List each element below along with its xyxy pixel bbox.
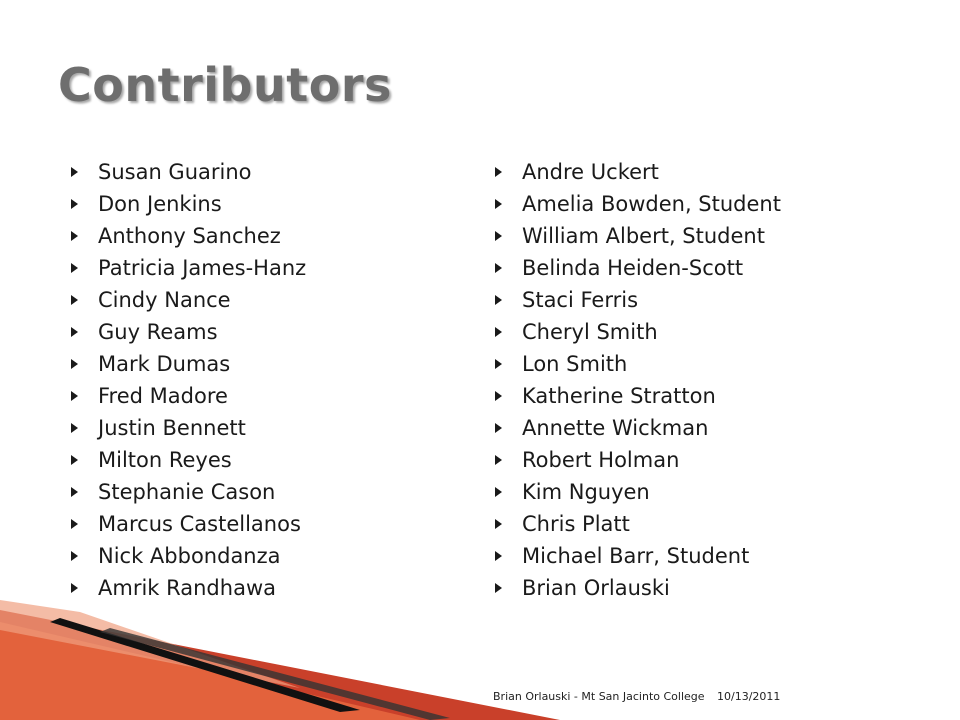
triangle-right-icon: [495, 263, 502, 273]
list-item: [68, 540, 306, 572]
list-item: [68, 156, 306, 188]
list-item: [68, 284, 306, 316]
triangle-right-icon: [71, 231, 78, 241]
contributor-name: Cheryl Smith: [522, 320, 658, 344]
triangle-right-icon: [71, 327, 78, 337]
list-item: [68, 380, 306, 412]
list-item: [68, 444, 306, 476]
contributor-name: Mark Dumas: [98, 352, 231, 376]
contributor-name: Staci Ferris: [522, 288, 639, 312]
contributor-name: Katherine Stratton: [522, 384, 716, 408]
contributor-name: Michael Barr, Student: [522, 544, 750, 568]
contributor-name: Milton Reyes: [98, 448, 232, 472]
contributor-name: Amelia Bowden, Student: [522, 192, 781, 216]
triangle-right-icon: [495, 551, 502, 561]
list-item: [492, 252, 781, 284]
list-item: [492, 508, 781, 540]
triangle-right-icon: [495, 391, 502, 401]
list-item: [492, 188, 781, 220]
contributor-name: Robert Holman: [522, 448, 680, 472]
triangle-right-icon: [71, 551, 78, 561]
contributor-name: Marcus Castellanos: [98, 512, 301, 536]
contributor-name: Amrik Randhawa: [98, 576, 276, 600]
triangle-right-icon: [495, 455, 502, 465]
list-item: [492, 348, 781, 380]
contributor-name: Fred Madore: [98, 384, 228, 408]
list-item: [68, 316, 306, 348]
contributor-name: Justin Bennett: [98, 416, 246, 440]
list-item: [492, 412, 781, 444]
list-item: [68, 508, 306, 540]
triangle-right-icon: [71, 519, 78, 529]
contributor-name: Stephanie Cason: [98, 480, 276, 504]
contributor-name: Patricia James-Hanz: [98, 256, 307, 280]
contributor-name: Andre Uckert: [522, 160, 659, 184]
list-item: [492, 476, 781, 508]
footer-date: 10/13/2011: [717, 690, 781, 703]
triangle-right-icon: [495, 583, 502, 593]
contributor-name: Susan Guarino: [98, 160, 252, 184]
triangle-right-icon: [495, 231, 502, 241]
contributor-name: Guy Reams: [98, 320, 218, 344]
list-item: [68, 220, 306, 252]
triangle-right-icon: [71, 359, 78, 369]
triangle-right-icon: [495, 295, 502, 305]
list-item: [492, 380, 781, 412]
triangle-right-icon: [495, 519, 502, 529]
triangle-right-icon: [495, 327, 502, 337]
contributor-name: Anthony Sanchez: [98, 224, 281, 248]
list-item: [492, 572, 781, 604]
triangle-right-icon: [71, 487, 78, 497]
triangle-right-icon: [71, 167, 78, 177]
contributor-name: Chris Platt: [522, 512, 630, 536]
list-item: [492, 284, 781, 316]
list-item: [492, 540, 781, 572]
triangle-right-icon: [495, 359, 502, 369]
triangle-right-icon: [71, 423, 78, 433]
list-item: [68, 572, 306, 604]
list-item: [68, 348, 306, 380]
triangle-right-icon: [495, 487, 502, 497]
contributor-name: Belinda Heiden-Scott: [522, 256, 744, 280]
contributor-name: Nick Abbondanza: [98, 544, 281, 568]
list-item: [68, 412, 306, 444]
triangle-right-icon: [495, 199, 502, 209]
contributor-name: Cindy Nance: [98, 288, 231, 312]
contributor-name: Lon Smith: [522, 352, 628, 376]
list-item: [492, 220, 781, 252]
list-item: [68, 476, 306, 508]
triangle-right-icon: [71, 263, 78, 273]
triangle-right-icon: [495, 167, 502, 177]
triangle-right-icon: [71, 295, 78, 305]
contributor-name: Don Jenkins: [98, 192, 222, 216]
contributor-name: Annette Wickman: [522, 416, 709, 440]
list-item: [68, 188, 306, 220]
list-item: [492, 156, 781, 188]
contributors-list-right: [492, 156, 781, 604]
triangle-right-icon: [71, 391, 78, 401]
list-item: [492, 444, 781, 476]
triangle-right-icon: [71, 583, 78, 593]
footer-author: Brian Orlauski - Mt San Jacinto College: [493, 690, 705, 703]
contributor-name: Kim Nguyen: [522, 480, 650, 504]
list-item: [492, 316, 781, 348]
triangle-right-icon: [71, 199, 78, 209]
slide-title: Contributors: [58, 58, 392, 112]
triangle-right-icon: [71, 455, 78, 465]
contributor-name: William Albert, Student: [522, 224, 765, 248]
contributors-list-left: [68, 156, 306, 604]
triangle-right-icon: [495, 423, 502, 433]
contributor-name: Brian Orlauski: [522, 576, 670, 600]
list-item: [68, 252, 306, 284]
